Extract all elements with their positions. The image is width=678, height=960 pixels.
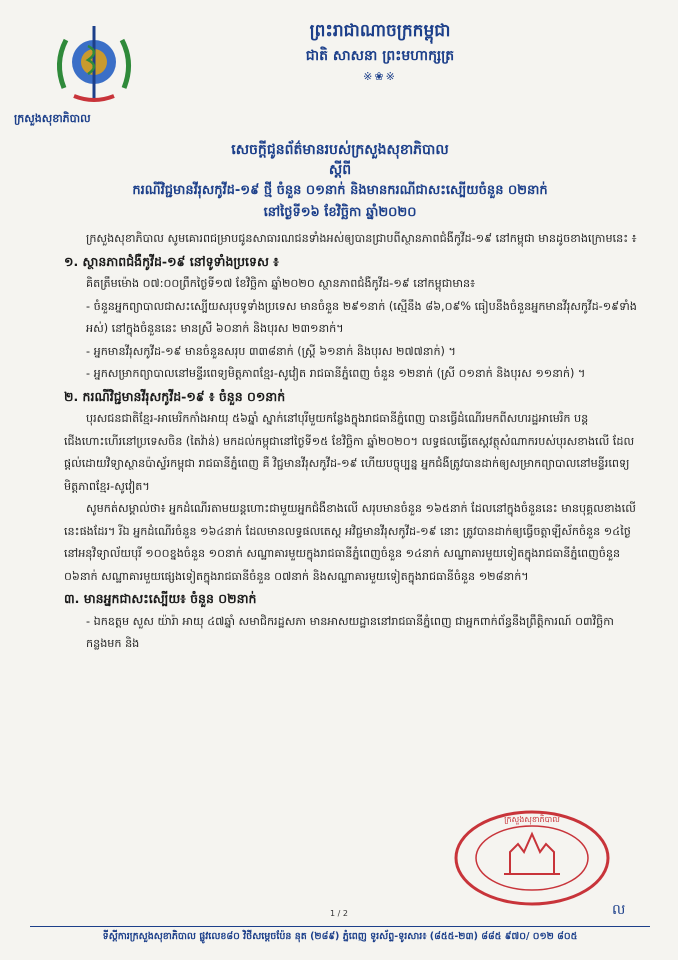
section-1-paragraph: គិតត្រឹមម៉ោង ០៧:០០ព្រឹកថ្ងៃទី១៧ ខែវិច្ឆិកា ឆ្នាំ២០២០ ស្ថានភាពជំងឺកូវីដ-១៩ នៅកម្ពុជាមាន៖ <box>86 277 476 290</box>
document-title: សេចក្តីជូនព័ត៌មានរបស់ក្រសួងសុខាភិបាល <box>231 142 449 158</box>
section-3-heading: ៣. មានអ្នកជាសះស្បើយ៖ ចំនួន ០២នាក់ <box>64 591 257 606</box>
intro-paragraph: ក្រសួងសុខាភិបាល សូមគោរពជម្រាបជូនសាធារណជនទាំងអស់ឲ្យបានជ្រាបពីស្ថានភាពជំងឺកូវីដ-១៩ នៅកម្ពុជា មានដូចខាងក្រោមនេះ ៖ <box>86 232 637 245</box>
ministry-label: ក្រសួងសុខាភិបាល <box>14 112 91 125</box>
footer-divider <box>30 926 650 927</box>
ornament-divider: ※❀※ <box>363 70 397 83</box>
kingdom-heading: ព្រះរាជាណាចក្រកម្ពុជា <box>309 21 451 41</box>
section-2-note: សូមកត់សម្គាល់ថា៖ អ្នកដំណើរតាមយន្តហោះជាមួយអ្នកជំងឺខាងលើ សរុបមានចំនួន ១៦៥នាក់ ដែលនៅក្នុងចំនួននេះ មានបុគ្គលខាងលើនេះផងដែរ។ រីឯ អ្នកដំណើរចំនួន ១៦៤នាក់ ដែលមានលទ្ធផលតេស្ត អវិជ្ជមានវីរុសកូវីដ-១៩ នោះ ត្រូវបានដាក់ឲ្យធ្វើចត្តាឡីស័កចំនួន ១៤ថ្ងៃ នៅអនុវិទ្យាល័យបុរី ១០០ខ្នងចំនួន ១០នាក់ សណ្ឋាគារមួយក្នុងរាជធានីភ្នំពេញចំនួន ១៤នាក់ សណ្ឋាគារមួយទៀតក្នុងរាជធានីភ្នំពេញចំនួន ០៦នាក់ សណ្ឋាគារមួយផ្សេងទៀតក្នុងរាជធានីចំនួន ០៧នាក់ និងសណ្ឋាគារមួយទៀតក្នុងរាជធានីចំនួន ១២៨នាក់។ <box>64 502 636 583</box>
section-2-paragraph: បុរសជនជាតិខ្មែរ-អាមេរិកកាំងអាយុ ៥៦ឆ្នាំ ស្នាក់នៅបុរីមួយកន្លែងក្នុងរាជធានីភ្នំពេញ បានធ្វើដំណើរមកពីសហរដ្ឋអាមេរិក បន្តជើងហោះហើរនៅប្រទេសចិន (តៃវ៉ាន់) មកដល់កម្ពុជានៅថ្ងៃទី១៥ ខែវិច្ឆិកា ឆ្នាំ២០២០។ លទ្ធផលធ្វើតេស្តវត្ថុសំណាករបស់បុរសខាងលើ ដែលផ្តល់ដោយវិទ្យាស្ថានប៉ាស្ទ័រកម្ពុជា រាជធានីភ្នំពេញ គឺ វិជ្ជមានវីរុសកូវីដ-១៩ ហើយបច្ចុប្បន្ន អ្នកជំងឺត្រូវបានដាក់ឲ្យសម្រាកព្យាបាលនៅមន្ទីរពេទ្យមិត្តភាពខ្មែរ-សូវៀត។ <box>64 412 635 493</box>
official-seal-icon <box>452 808 612 908</box>
national-motto: ជាតិ សាសនា ព្រះមហាក្សត្រ <box>305 48 455 64</box>
section-1-bullet: - ចំនួនអ្នកព្យាបាលជាសះស្បើយសរុបទូទាំងប្រទេស មានចំនួន ២៩១នាក់ (ស្មើនឹង ៨៦,០៩% ធៀបនឹងចំនួនអ្នកមានវីរុសកូវីដ-១៩ទាំងអស់) នៅក្នុងចំនួននេះ មានស្រី ៦០នាក់ និងបុរស ២៣១នាក់។ <box>86 299 637 335</box>
section-3-bullet: - ឯកឧត្តម សួស យ៉ារ៉ា អាយុ ៤៧ឆ្នាំ សមាជិករដ្ឋសភា មានអាសយដ្ឋាននៅរាជធានីភ្នំពេញ ជាអ្នកពាក់ព័ន្ធនឹងព្រឹត្តិការណ៍ ០៣វិច្ឆិកា កន្លងមក និង <box>86 614 614 650</box>
footer-address: ទីស្តីការក្រសួងសុខាភិបាល ផ្លូវលេខ៨០ វិថីសម្តេចប៉ែន នុត (២៨៩) ភ្នំពេញ ទូរស័ព្ទ-ទូរសារ៖ (៨៥៥-២៣) ៨៨៥ ៩៧០/ ០១២ ៨០៥ <box>102 931 578 942</box>
section-1-heading: ១. ស្ថានភាពជំងឺកូវីដ-១៩ នៅទូទាំងប្រទេស ៖ <box>64 253 279 269</box>
title-subject-label: ស្តីពី <box>328 162 352 178</box>
section-1-bullet: - អ្នកសម្រាកព្យាបាលនៅមន្ទីរពេទ្យមិត្តភាពខ្មែរ-សូវៀត រាជធានីភ្នំពេញ ចំនួន ១២នាក់ (ស្រី ០១នាក់ និងបុរស ១១នាក់) ។ <box>86 367 586 380</box>
section-1-bullet: - អ្នកមានវីរុសកូវីដ-១៩ មានចំនួនសរុប ៣៣៨នាក់ (ស្ត្រី ៦១នាក់ និងបុរស ២៧៧នាក់) ។ <box>86 344 456 358</box>
title-subject: ករណីវិជ្ជមានវីរុសកូវីដ-១៩ ថ្មី ចំនួន ០១នាក់ និងមានករណីជាសះស្បើយចំនួន ០២នាក់ <box>132 183 548 198</box>
title-date: នៅថ្ងៃទី១៦ ខែវិច្ឆិកា ឆ្នាំ២០២០ <box>263 205 417 220</box>
ministry-logo-icon <box>44 18 144 106</box>
signature: ល <box>612 902 626 918</box>
section-2-heading: ២. ករណីវិជ្ជមានវីរុសកូវីដ-១៩ ៖ ចំនួន ០១នាក់ <box>64 388 286 404</box>
seal-text: ក្រសួងសុខាភិបាល <box>504 815 560 824</box>
document-body <box>64 228 644 656</box>
page-number: 1 / 2 <box>330 909 348 918</box>
